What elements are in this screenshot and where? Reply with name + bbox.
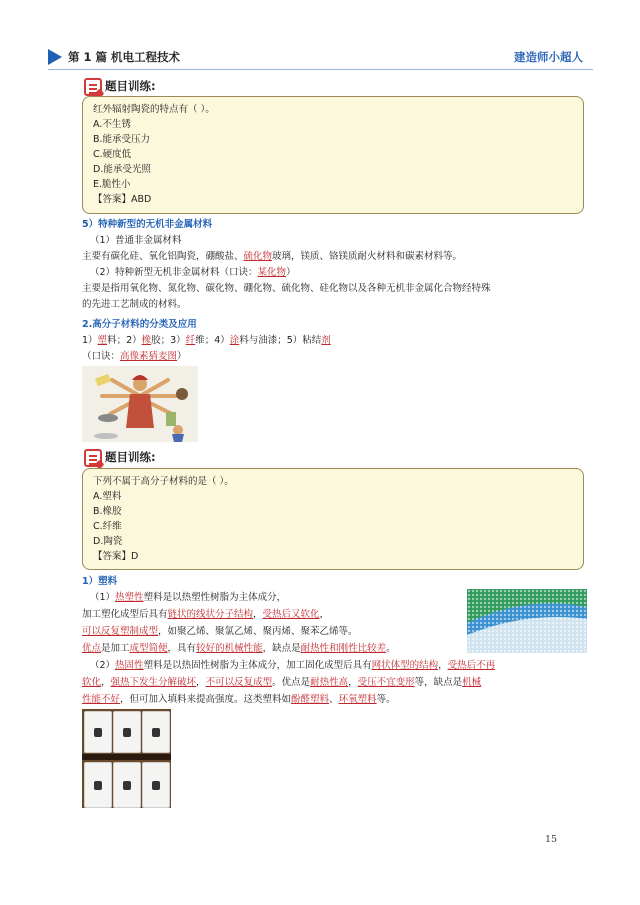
paragraph: （2）特种新型无机非金属材料（口诀：某化物）	[90, 267, 296, 278]
header-arrow-icon	[48, 49, 62, 65]
paragraph: （2）热固性塑料是以热固性树脂为主体成分，加工固化成型后具有网状体型的结构，受热后不再	[90, 660, 496, 671]
paragraph: （1）普通非金属材料	[90, 235, 182, 246]
paragraph: 软化，强热下发生分解破坏，不可以反复成型。优点是耐热性高，受压不宜变形等，缺点是机械	[82, 677, 482, 688]
answer: 【答案】D	[93, 551, 139, 562]
multi-armed-woman-illustration	[82, 366, 198, 442]
header-divider	[48, 69, 593, 70]
brand-name: 建造师小超人	[514, 50, 583, 64]
option: A.塑料	[93, 491, 122, 502]
option: D.陶瓷	[93, 536, 123, 547]
paragraph: 可以反复塑制成型，如聚乙烯、聚氯乙烯、聚丙烯、聚苯乙烯等。	[82, 626, 358, 637]
paragraph: 1）塑料；2）橡胶；3）纤维；4）涂料与油漆；5）粘结剂	[82, 335, 331, 346]
training-label: 题目训练:	[105, 450, 156, 464]
plastic-pellets-photo	[467, 589, 587, 653]
section-heading: 2.高分子材料的分类及应用	[82, 319, 197, 330]
question-stem: 红外辐射陶瓷的特点有（ ）。	[93, 104, 215, 115]
paragraph: （口诀：高像素猜麦图）	[82, 351, 187, 362]
chapter-title: 第 1 篇 机电工程技术	[68, 50, 181, 64]
paragraph: （1）热塑性塑料是以热塑性树脂为主体成分，	[90, 592, 287, 603]
exercise-icon	[84, 78, 102, 96]
option: E.脆性小	[93, 179, 131, 190]
plastic-sockets-photo	[82, 709, 171, 808]
option: C.硬度低	[93, 149, 132, 160]
paragraph: 主要是指用氧化物、氮化物、碳化物、硼化物、硫化物、硅化物以及各种无机非金属化合物经特殊	[82, 283, 491, 294]
paragraph: 性能不好，但可加入填料来提高强度。这类塑料如酚醛塑料、环氧塑料等。	[82, 694, 396, 705]
question-box-1	[82, 96, 584, 214]
paragraph: 的先进工艺制成的材料。	[82, 299, 187, 310]
option: B.橡胶	[93, 506, 122, 517]
exercise-icon	[84, 449, 102, 467]
section-heading: 5）特种新型的无机非金属材料	[82, 219, 213, 230]
paragraph: 优点是加工成型简便，具有较好的机械性能，缺点是耐热性和刚性比较差。	[82, 643, 396, 654]
answer: 【答案】ABD	[93, 194, 152, 205]
page-number: 15	[545, 834, 558, 845]
question-box-2	[82, 468, 584, 570]
option: C.纤维	[93, 521, 122, 532]
section-heading: 1）塑料	[82, 576, 118, 587]
option: A.不生锈	[93, 119, 131, 130]
option: D.能承受光照	[93, 164, 151, 175]
paragraph: 主要有碳化硅、氧化铝陶瓷，硼酸盐、硫化物玻璃，镁质、铬镁质耐火材料和碳素材料等。	[82, 251, 463, 262]
training-label: 题目训练:	[105, 79, 156, 93]
question-stem: 下列不属于高分子材料的是（ ）。	[93, 476, 234, 487]
paragraph: 加工塑化成型后具有链状的线状分子结构，受热后又软化，	[82, 609, 330, 620]
option: B.能承受压力	[93, 134, 151, 145]
